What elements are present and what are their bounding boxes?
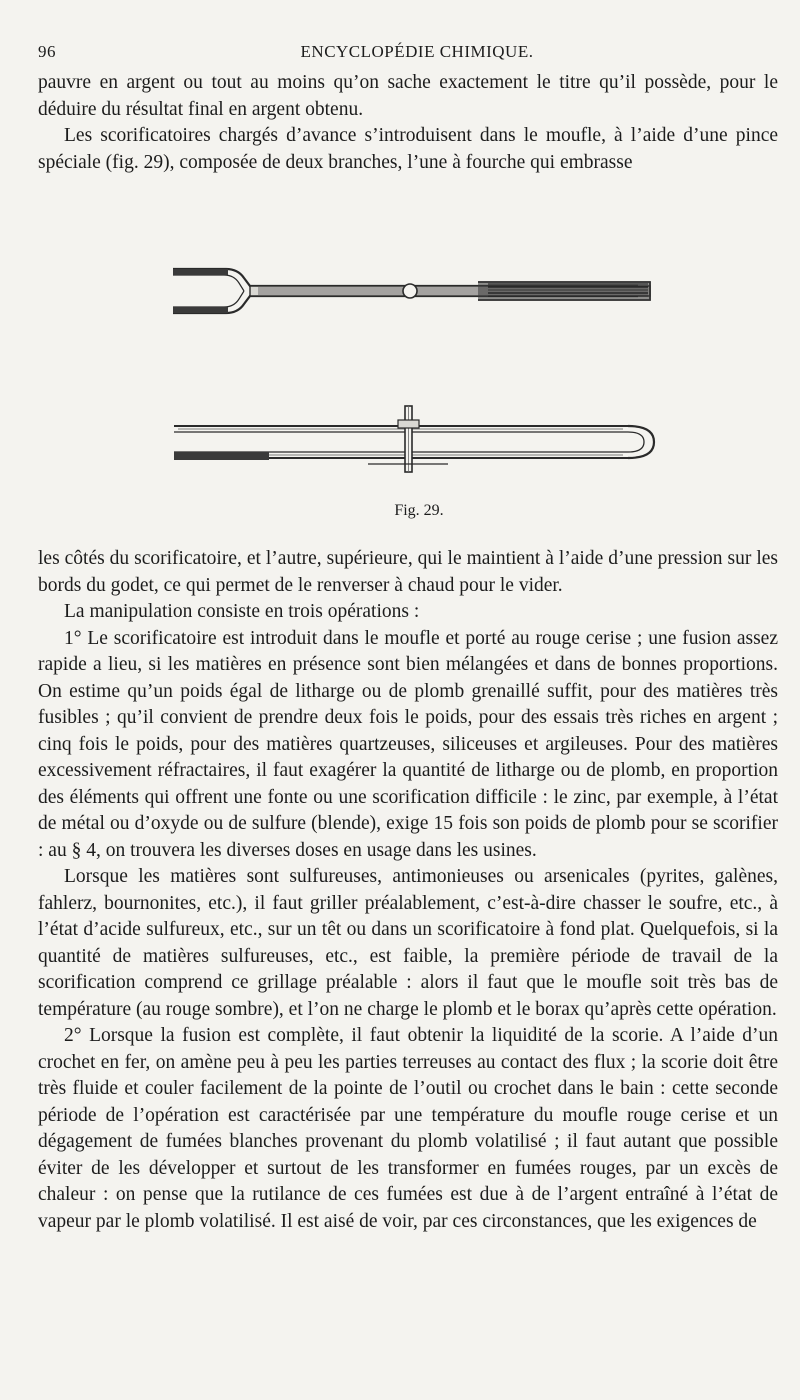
running-head (38, 36, 778, 70)
paragraph-4: La manipulation consiste en trois opérations : (64, 601, 420, 622)
figure-caption: Fig. 29. (394, 502, 444, 519)
scorification-tongs-illustration (38, 180, 778, 542)
page-number: 96 (38, 42, 56, 61)
paragraph-2: Les scorificatoires chargés d’avance s’introduisent dans le moufle, à l’aide d’une pince spéciale (fig. 29), composée de deux branches, l’une à fourche qui embrasse (38, 125, 778, 173)
tongs-top-view (173, 269, 650, 313)
paragraph-3: les côtés du scorificatoire, et l’autre, supérieure, qui le maintient à l’aide d’une pression sur les bords du godet, ce qui permet de le renverser à chaud pour le vider. (38, 548, 778, 596)
paragraph-6: Lorsque les matières sont sulfureuses, antimonieuses ou arsenicales (pyrites, galènes, fahlerz, bournonites, etc.), il faut griller préalablement, c’est-à-dire chasser le soufre, etc., à l’état d’acide sulfureux, etc., sur un têt ou dans un scorificatoire à fond plat. Quelquefois, si la quantité de matières sulfureuses, etc., est faible, la première période de travail de la scorification comprend ce grillage préalable : alors il faut que le moufle soit très bas de température (au rouge sombre), et l’on ne charge le plomb et le borax qu’après cette opération. (38, 866, 778, 1020)
paragraph-5: 1° Le scorificatoire est introduit dans le moufle et porté au rouge cerise ; une fusion assez rapide a lieu, si les matières en présence sont bien mélangées et dans de bonnes proportions. On estime qu’un poids égal de litharge ou de plomb grenaillé suffit, pour des matières très fusibles ; qu’il convient de prendre deux fois le poids, pour des essais très riches en argent ; cinq fois le poids, pour des matières quartzeuses, siliceuses et argileuses. Pour des matières excessivement réfractaires, il faut exagérer la quantité de litharge ou de plomb, en proportion des éléments qui offrent une fonte ou une scorification difficile : le zinc, par exemple, à l’état de métal ou d’oxyde ou de sulfure (blende), exige 15 fois son poids de plomb pour se scorifier : au § 4, on trouvera les diverses doses en usage dans les usines. (38, 627, 778, 861)
paragraph-1: pauvre en argent ou tout au moins qu’on sache exactement le titre qu’il possède, pour le déduire du résultat final en argent obtenu. (38, 72, 778, 120)
tongs-side-view (174, 406, 654, 472)
body-text (38, 70, 778, 1235)
running-title: ENCYCLOPÉDIE CHIMIQUE. (300, 42, 534, 61)
figure-29 (38, 180, 778, 542)
paragraph-7: 2° Lorsque la fusion est complète, il faut obtenir la liquidité de la scorie. A l’aide d’un crochet en fer, on amène peu à peu les parties terreuses au contact des flux ; la scorie doit être très fluide et couler facilement de la pointe de l’outil ou crochet dans le bain : cette seconde période de l’opération est caractérisée par une température du moufle rouge cerise et un dégagement de fumées blanches provenant du plomb volatilisé ; il faut autant que possible éviter de les développer et surtout de les transformer en fumées rouges, par un excès de chaleur : on pense que la rutilance de ces fumées est due à de l’argent entraîné à l’état de vapeur par le plomb volatilisé. Il est aisé de voir, par ces circonstances, que les exigences de (38, 1025, 778, 1232)
